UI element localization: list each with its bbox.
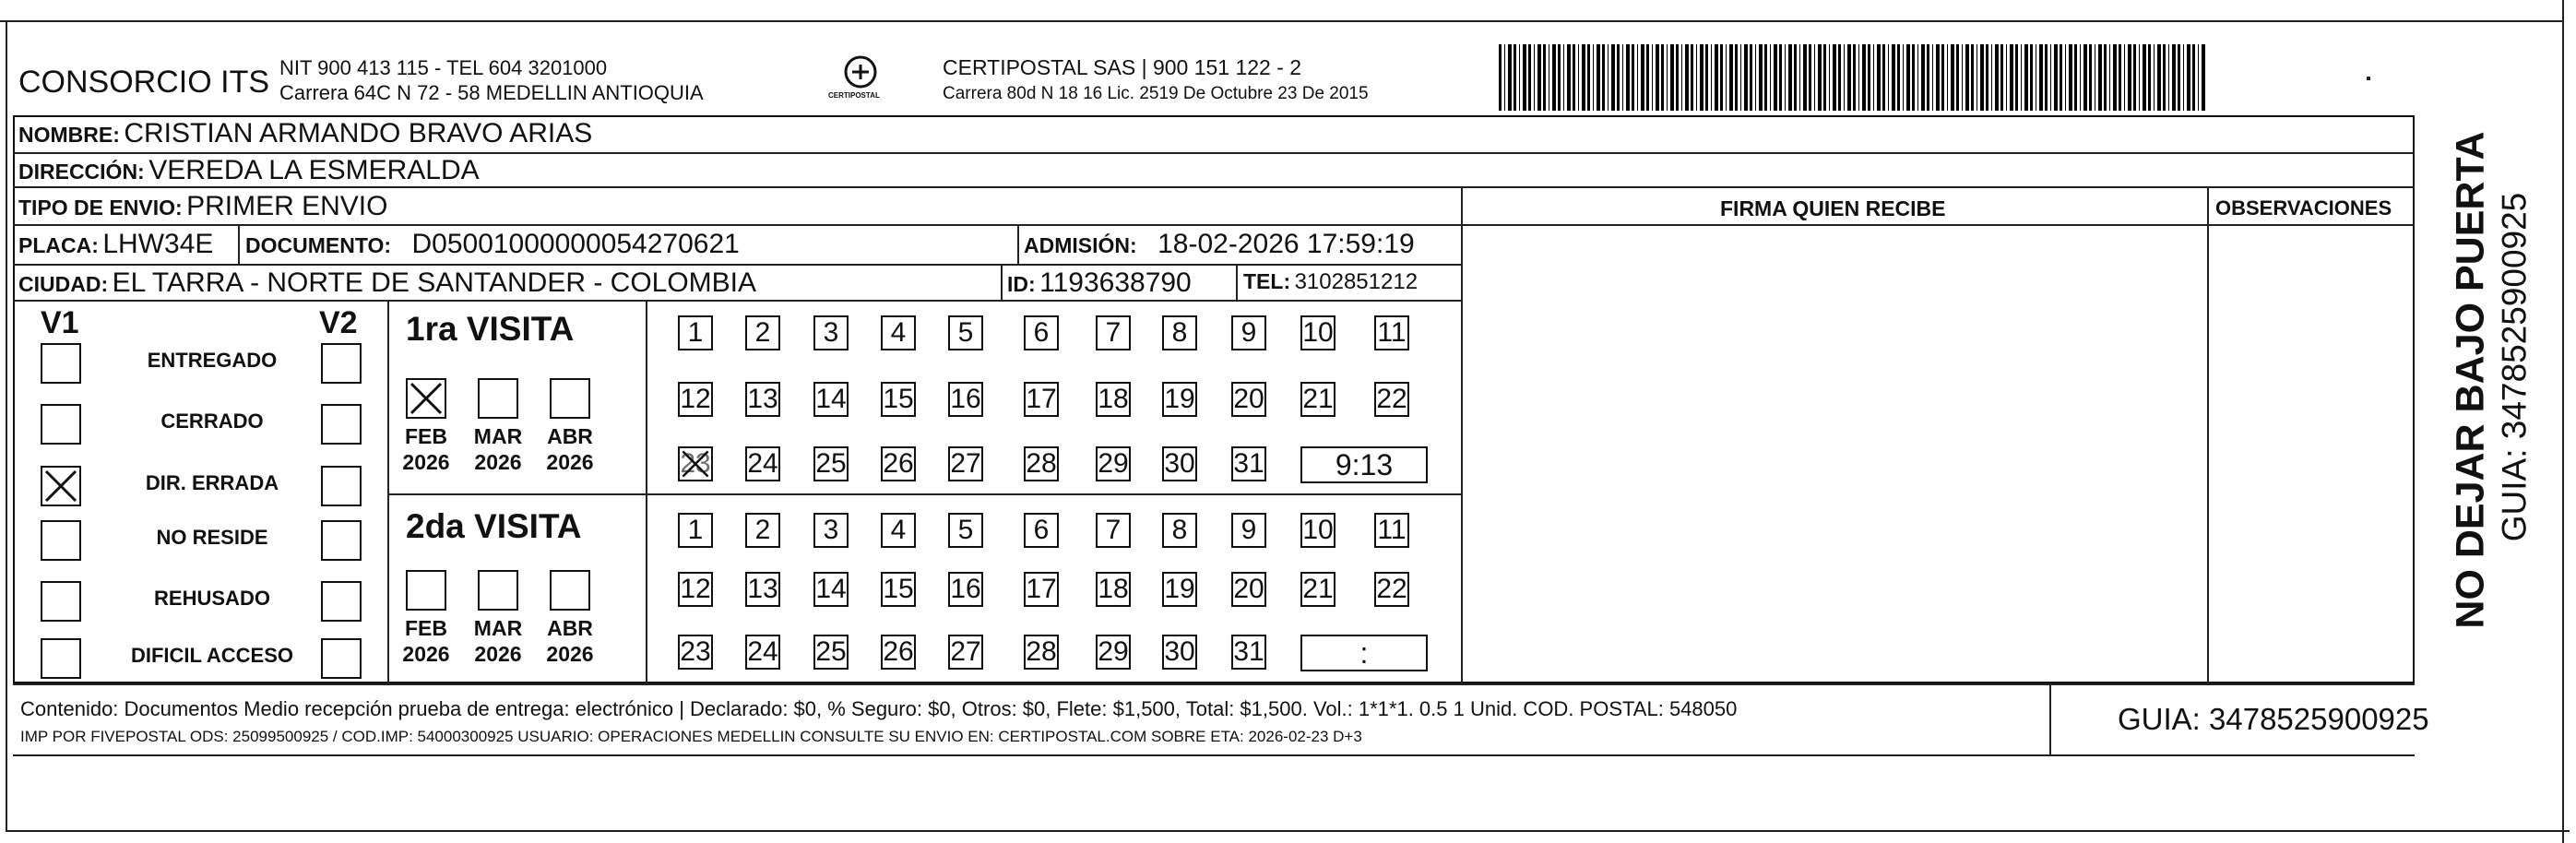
day-box[interactable]	[881, 572, 916, 607]
day-box[interactable]	[678, 446, 713, 481]
admision-row	[1024, 231, 1415, 258]
day-number: 12	[680, 384, 711, 414]
day-number: 21	[1302, 384, 1334, 414]
day-box[interactable]	[1300, 572, 1335, 607]
status-v2-checkbox[interactable]	[321, 638, 362, 679]
carrier-line-1: CERTIPOSTAL SAS | 900 151 122 - 2	[943, 55, 1302, 79]
day-box[interactable]	[678, 635, 713, 670]
day-box[interactable]	[813, 572, 849, 607]
day-box[interactable]	[813, 382, 849, 417]
tipo-row	[18, 193, 387, 220]
day-box[interactable]	[1231, 446, 1266, 481]
status-v1-checkbox[interactable]	[41, 343, 81, 384]
id-divider	[1001, 264, 1003, 300]
day-box[interactable]	[948, 315, 983, 350]
day-number: 7	[1105, 317, 1122, 348]
placa-label: PLACA:	[18, 233, 99, 257]
day-number: 23	[680, 636, 711, 667]
side-notice: NO DEJAR BAJO PUERTA	[2448, 131, 2493, 629]
day-number: 13	[747, 574, 778, 604]
day-number: 15	[883, 384, 914, 414]
day-number: 18	[1098, 574, 1129, 604]
day-number: 1	[687, 317, 704, 348]
day-number: 30	[1164, 448, 1195, 479]
day-number: 6	[1033, 317, 1050, 348]
day-box[interactable]	[813, 315, 849, 350]
month-checkbox[interactable]	[550, 570, 590, 611]
visit-time-box[interactable]: :	[1300, 635, 1428, 671]
day-number: 30	[1164, 636, 1195, 667]
day-number: 25	[815, 448, 847, 479]
bottom-edge-line	[6, 830, 2570, 832]
company-address: Carrera 64C N 72 - 58 MEDELLIN ANTIOQUIA	[279, 81, 704, 104]
day-box[interactable]	[678, 513, 713, 548]
month-label: ABR	[547, 616, 593, 640]
day-box[interactable]	[1231, 382, 1266, 417]
day-number: 10	[1302, 515, 1334, 545]
day-box[interactable]	[881, 382, 916, 417]
day-number: 3	[823, 317, 839, 348]
row-line-5	[13, 300, 1461, 302]
month-label: MAR	[473, 424, 523, 448]
status-v2-checkbox[interactable]	[321, 520, 362, 561]
day-number: 20	[1233, 384, 1264, 414]
tel-value: 3102851212	[1294, 269, 1419, 294]
company-name: CONSORCIO ITS	[18, 65, 270, 100]
day-number: 14	[815, 574, 847, 604]
day-box[interactable]	[1374, 572, 1409, 607]
certipostal-logo	[828, 52, 893, 107]
day-box[interactable]	[881, 635, 916, 670]
day-box[interactable]	[1300, 513, 1335, 548]
status-v1-checkbox[interactable]	[41, 466, 81, 506]
day-box[interactable]	[1374, 315, 1409, 350]
day-number: 27	[950, 448, 981, 479]
day-number: 8	[1171, 515, 1188, 545]
month-label: FEB	[405, 424, 447, 448]
signature-header-line	[1461, 224, 2415, 226]
observations-col-line	[2207, 186, 2209, 684]
day-number: 24	[747, 448, 778, 479]
day-box[interactable]	[948, 446, 983, 481]
day-number: 17	[1026, 574, 1057, 604]
visit-col-line	[646, 300, 647, 683]
day-box[interactable]	[1162, 635, 1197, 670]
tipo-value: PRIMER ENVIO	[186, 191, 388, 221]
day-box[interactable]	[1231, 513, 1266, 548]
v1-label: V1	[41, 305, 79, 340]
status-v2-checkbox[interactable]	[321, 466, 362, 506]
placa-value: LHW34E	[102, 229, 214, 259]
year-label: 2026	[474, 450, 522, 474]
tipo-label: TIPO DE ENVIO:	[18, 196, 183, 220]
row-line-2	[13, 186, 2415, 188]
month-checkbox[interactable]	[550, 378, 590, 419]
day-number: 19	[1164, 574, 1195, 604]
day-box[interactable]	[1096, 315, 1131, 350]
id-row	[1007, 269, 1192, 297]
direccion-row	[18, 157, 480, 184]
month-checkbox[interactable]	[478, 378, 518, 419]
documento-value: D05001000000054270621	[411, 229, 740, 259]
status-option-label: DIR. ERRADA	[145, 471, 279, 494]
observations-header: OBSERVACIONES	[2215, 196, 2392, 220]
visit-time-box[interactable]: 9:13	[1300, 446, 1428, 483]
day-box[interactable]	[1231, 315, 1266, 350]
ciudad-row	[18, 269, 756, 297]
day-number: 26	[883, 448, 914, 479]
day-number: 4	[890, 515, 907, 545]
footer-guia: GUIA: 3478525900925	[2118, 702, 2429, 736]
year-label: 2026	[474, 642, 522, 666]
day-number: 10	[1302, 317, 1334, 348]
status-option-label: CERRADO	[160, 410, 264, 433]
day-box[interactable]	[1024, 572, 1059, 607]
day-number: 13	[747, 384, 778, 414]
day-number: 16	[950, 384, 981, 414]
status-option-label: DIFICIL ACCESO	[130, 644, 293, 667]
left-edge-line	[6, 20, 7, 832]
day-box[interactable]	[948, 572, 983, 607]
nombre-row	[18, 120, 592, 148]
day-box[interactable]	[678, 382, 713, 417]
day-box[interactable]	[745, 446, 780, 481]
day-box[interactable]	[1024, 382, 1059, 417]
status-option-label: REHUSADO	[154, 587, 270, 610]
day-box[interactable]	[1096, 382, 1131, 417]
month-label: FEB	[405, 616, 447, 640]
day-number: 2	[754, 515, 771, 545]
tel-divider	[1236, 264, 1238, 300]
checked-x-icon	[408, 380, 445, 417]
ciudad-label: CIUDAD:	[18, 272, 109, 296]
day-box[interactable]	[1162, 572, 1197, 607]
day-box[interactable]	[745, 635, 780, 670]
day-box[interactable]	[948, 513, 983, 548]
day-number: 2	[754, 317, 771, 348]
day-box[interactable]	[881, 446, 916, 481]
admision-divider	[1017, 224, 1019, 264]
row-line-1	[13, 152, 2415, 154]
side-guia: GUIA: 3478525900925	[2495, 192, 2534, 542]
day-number: 5	[957, 515, 974, 545]
day-box[interactable]	[678, 572, 713, 607]
status-v1-checkbox[interactable]	[41, 581, 81, 622]
id-label: ID:	[1007, 272, 1036, 296]
day-number: 11	[1377, 317, 1407, 348]
day-number: 25	[815, 636, 847, 667]
footer-imp: IMP POR FIVEPOSTAL ODS: 25099500925 / COD.IMP: 54000300925 USUARIO: OPERACIONES MEDELLIN CONSULTE SU ENVIO EN: CERTIPOSTAL.COM SOBRE ETA: 2026-02-23 D+3	[20, 728, 1362, 745]
admision-value: 18-02-2026 17:59:19	[1157, 229, 1415, 259]
day-number: 17	[1026, 384, 1057, 414]
footer-top-line	[13, 683, 2415, 685]
row-line-4	[13, 264, 1461, 266]
day-box[interactable]	[1024, 513, 1059, 548]
day-box[interactable]	[1024, 446, 1059, 481]
carrier-line-2: Carrera 80d N 18 16 Lic. 2519 De Octubre 23 De 2015	[943, 84, 1369, 103]
status-v1-checkbox[interactable]	[41, 638, 81, 679]
day-box[interactable]	[1162, 315, 1197, 350]
signature-col-line	[1461, 186, 1463, 684]
day-box[interactable]	[948, 635, 983, 670]
year-label: 2026	[546, 642, 594, 666]
nombre-value: CRISTIAN ARMANDO BRAVO ARIAS	[124, 118, 593, 148]
top-edge-line	[0, 20, 2564, 22]
visit-split-line	[387, 493, 1462, 495]
day-box[interactable]	[1096, 513, 1131, 548]
day-box[interactable]	[1374, 513, 1409, 548]
day-number: 28	[1026, 636, 1057, 667]
status-v2-checkbox[interactable]	[321, 581, 362, 622]
direccion-value: VEREDA LA ESMERALDA	[148, 155, 480, 185]
day-number: 3	[823, 515, 839, 545]
footer-bottom-line	[13, 754, 2415, 756]
signature-header: FIRMA QUIEN RECIBE	[1720, 196, 1946, 220]
first-visit-label: 1ra VISITA	[406, 310, 575, 348]
day-box[interactable]	[1024, 635, 1059, 670]
tel-label: TEL:	[1243, 269, 1291, 293]
status-v2-checkbox[interactable]	[321, 343, 362, 384]
ciudad-value: EL TARRA - NORTE DE SANTANDER - COLOMBIA	[112, 267, 757, 298]
day-box[interactable]	[1096, 446, 1131, 481]
day-number: 8	[1171, 317, 1188, 348]
day-box[interactable]	[678, 315, 713, 350]
day-number: 9	[1241, 317, 1257, 348]
day-box[interactable]	[1300, 315, 1335, 350]
day-number: 29	[1098, 636, 1129, 667]
day-box[interactable]	[881, 513, 916, 548]
day-box[interactable]	[1162, 382, 1197, 417]
day-box[interactable]	[1096, 635, 1131, 670]
day-box[interactable]	[813, 635, 849, 670]
status-col-line	[387, 300, 389, 683]
checked-x-icon	[42, 468, 79, 505]
day-box[interactable]	[1231, 572, 1266, 607]
day-number: 21	[1302, 574, 1334, 604]
day-number: 6	[1033, 515, 1050, 545]
right-edge-line	[2562, 0, 2564, 843]
barcode	[1499, 44, 2207, 111]
day-number: 28	[1026, 448, 1057, 479]
year-label: 2026	[546, 450, 594, 474]
nombre-label: NOMBRE:	[18, 123, 120, 147]
documento-label: DOCUMENTO:	[245, 233, 392, 257]
day-box[interactable]	[813, 446, 849, 481]
day-number: 14	[815, 384, 847, 414]
year-label: 2026	[402, 450, 450, 474]
day-box[interactable]	[745, 315, 780, 350]
footer-contenido: Contenido: Documentos Medio recepción prueba de entrega: electrónico | Declarado: $0, % Seguro: $0, Otros: $0, Flete: $1,500, Total: $1,500. Vol.: 1*1*1. 0.5 1 Unid. COD. POSTAL: 548050	[20, 697, 1738, 720]
day-number: 23	[680, 448, 711, 479]
day-number: 4	[890, 317, 907, 348]
day-box[interactable]	[813, 513, 849, 548]
speck-mark	[2367, 77, 2370, 80]
day-box[interactable]	[1374, 382, 1409, 417]
day-box[interactable]	[881, 315, 916, 350]
day-number: 22	[1376, 384, 1407, 414]
day-number: 26	[883, 636, 914, 667]
day-number: 18	[1098, 384, 1129, 414]
day-box[interactable]	[1162, 446, 1197, 481]
day-number: 5	[957, 317, 974, 348]
day-number: 31	[1233, 636, 1264, 667]
day-number: 29	[1098, 448, 1129, 479]
day-box[interactable]	[1162, 513, 1197, 548]
day-number: 16	[950, 574, 981, 604]
placa-divider	[238, 224, 240, 264]
day-box[interactable]	[1231, 635, 1266, 670]
day-box[interactable]	[745, 572, 780, 607]
admision-label: ADMISIÓN:	[1024, 233, 1137, 257]
month-checkbox[interactable]	[406, 378, 446, 419]
second-visit-label: 2da VISITA	[406, 507, 582, 545]
placa-row	[18, 231, 213, 258]
month-checkbox[interactable]	[406, 570, 446, 611]
documento-row	[245, 231, 740, 258]
day-number: 31	[1233, 448, 1264, 479]
month-label: ABR	[547, 424, 593, 448]
day-box[interactable]	[1024, 315, 1059, 350]
status-v1-checkbox[interactable]	[41, 520, 81, 561]
footer-guia-divider	[2049, 683, 2051, 755]
day-number: 12	[680, 574, 711, 604]
day-number: 1	[687, 515, 704, 545]
day-number: 27	[950, 636, 981, 667]
month-label: MAR	[473, 616, 523, 640]
day-number: 20	[1233, 574, 1264, 604]
status-v2-checkbox[interactable]	[321, 404, 362, 445]
day-box[interactable]	[948, 382, 983, 417]
day-number: 24	[747, 636, 778, 667]
status-option-label: NO RESIDE	[156, 526, 268, 549]
day-number: 19	[1164, 384, 1195, 414]
day-box[interactable]	[745, 513, 780, 548]
day-box[interactable]	[1300, 382, 1335, 417]
company-nit-tel: NIT 900 413 115 - TEL 604 3201000	[279, 56, 608, 79]
day-number: 9	[1241, 515, 1257, 545]
certipostal-logo-text: CERTIPOSTAL	[828, 91, 880, 100]
year-label: 2026	[402, 642, 450, 666]
tel-row	[1243, 271, 1418, 293]
day-number: 15	[883, 574, 914, 604]
v2-label: V2	[319, 305, 358, 340]
status-option-label: ENTREGADO	[147, 349, 278, 372]
id-value: 1193638790	[1039, 267, 1192, 298]
month-checkbox[interactable]	[478, 570, 518, 611]
day-number: 22	[1376, 574, 1407, 604]
status-v1-checkbox[interactable]	[41, 404, 81, 445]
day-number: 11	[1377, 515, 1407, 545]
day-number: 7	[1105, 515, 1122, 545]
row-line-3	[13, 224, 1461, 226]
day-box[interactable]	[745, 382, 780, 417]
day-box[interactable]	[1096, 572, 1131, 607]
direccion-label: DIRECCIÓN:	[18, 160, 145, 184]
